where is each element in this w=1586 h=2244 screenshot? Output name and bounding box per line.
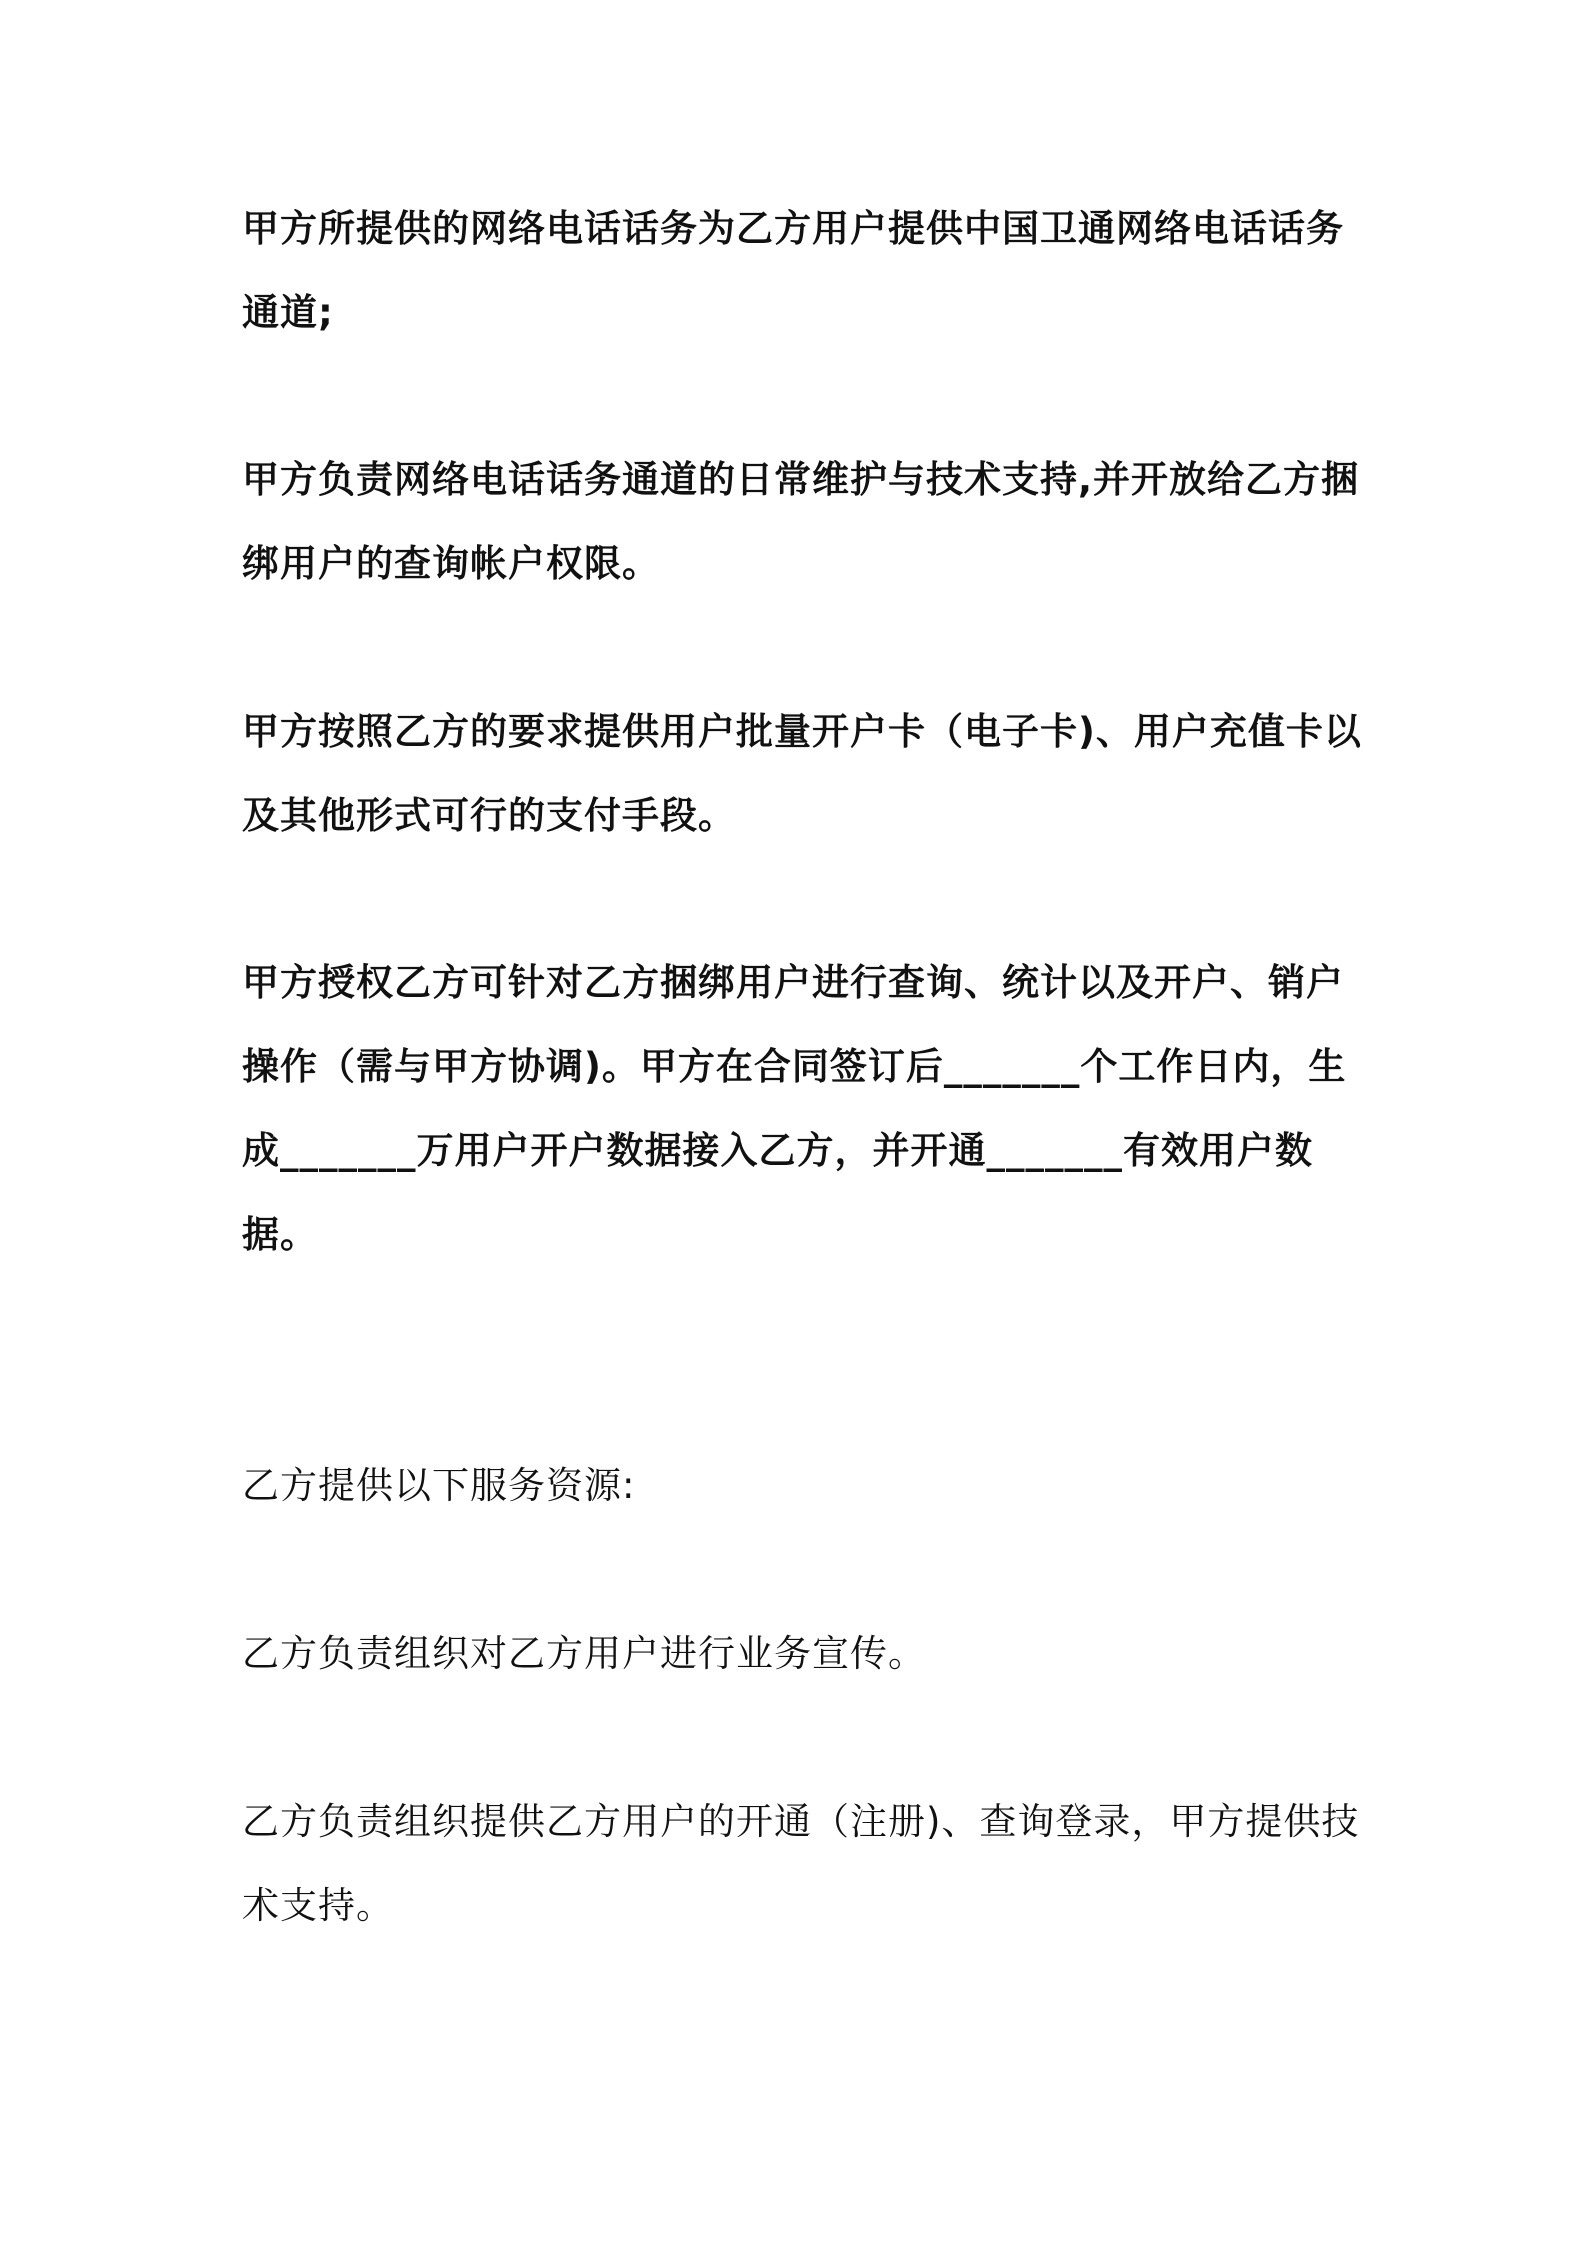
party-b-heading: 乙方提供以下服务资源: bbox=[242, 1464, 636, 1507]
paragraph-party-b-registration: 乙方负责组织提供乙方用户的开通（注册)、查询登录，甲方提供技术支持。 bbox=[242, 1800, 1360, 1927]
paragraph-party-a-authorization: 甲方授权乙方可针对乙方捆绑用户进行查询、统计以及开户、销户操作（需与甲方协调)。甲方在合同签订后_______个工作日内，生成_______万用户开户数据接入乙方，并开通_______有效用户数据。 bbox=[242, 961, 1347, 1256]
paragraph-party-a-maintenance: 甲方负责网络电话话务通道的日常维护与技术支持,并开放给乙方捆绑用户的查询帐户权限。 bbox=[242, 458, 1360, 585]
paragraph-party-a-cards: 甲方按照乙方的要求提供用户批量开户卡（电子卡)、用户充值卡以及其他形式可行的支付手段。 bbox=[242, 710, 1362, 837]
paragraph-party-a-network-service: 甲方所提供的网络电话话务为乙方用户提供中国卫通网络电话话务通道; bbox=[242, 207, 1344, 334]
paragraph-party-b-promotion: 乙方负责组织对乙方用户进行业务宣传。 bbox=[242, 1632, 926, 1675]
